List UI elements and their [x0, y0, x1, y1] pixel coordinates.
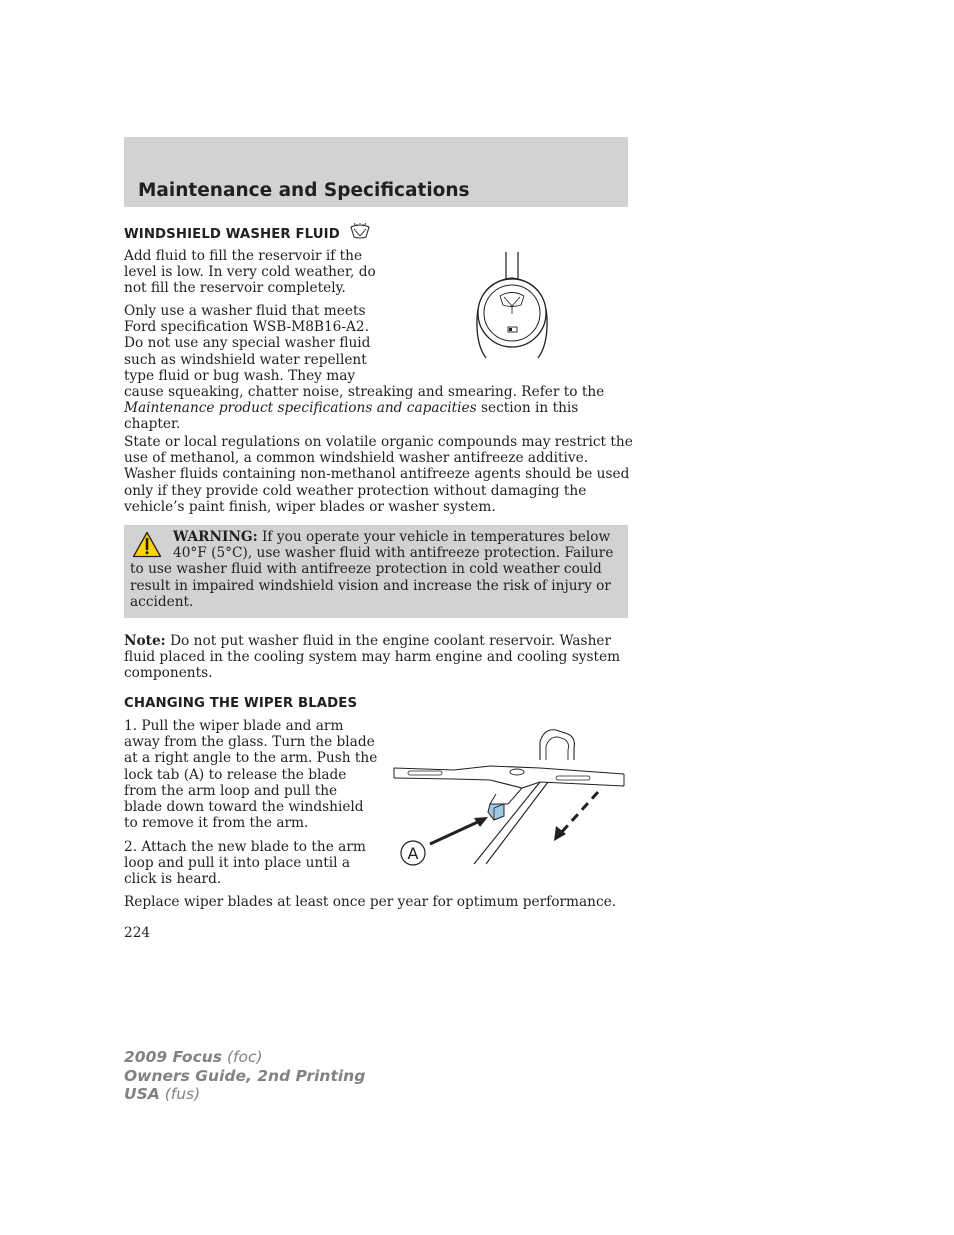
text-line: to remove it from the arm.: [124, 815, 309, 832]
replace-blades-text: Replace wiper blades at least once per year for optimum performance.: [124, 894, 617, 910]
text-line: State or local regulations on volatile organic compounds may restrict the: [124, 434, 633, 450]
warning-label: WARNING:: [173, 529, 258, 545]
note-label: Note:: [124, 633, 166, 649]
footer-model: 2009 Focus: [124, 1048, 223, 1066]
text-line: level is low. In very cold weather, do: [124, 264, 376, 281]
text-line: vehicle’s paint finish, wiper blades or washer system.: [124, 498, 496, 515]
text-line: 1. Pull the wiper blade and arm: [124, 718, 344, 734]
text-line: 40°F (5°C), use washer fluid with antifreeze protection. Failure: [173, 545, 614, 562]
washer-fluid-icon: [349, 223, 371, 241]
text-line: Washer fluids containing non-methanol antifreeze agents should be used: [124, 466, 630, 483]
wiper-step-2: [124, 839, 366, 888]
text-line: Only use a washer fluid that meets: [124, 303, 366, 319]
text-line: If you operate your vehicle in temperatures below: [257, 529, 611, 545]
text-line: section in this: [476, 400, 579, 417]
text-line: type fluid or bug wash. They may: [124, 367, 356, 384]
page-title: Maintenance and Specifications: [138, 180, 470, 201]
text-line: from the arm loop and pull the: [124, 782, 338, 799]
figure-callout-a: A: [407, 844, 419, 863]
text-line: 2. Attach the new blade to the arm: [124, 839, 366, 855]
footer-market: USA: [124, 1085, 160, 1103]
text-line: at a right angle to the arm. Push the: [124, 750, 378, 767]
text-line: Ford specification WSB-M8B16-A2.: [124, 319, 369, 336]
footer-publication-info: [124, 1048, 365, 1104]
text-line: use of methanol, a common windshield washer antifreeze additive.: [124, 450, 589, 467]
text-line: Add fluid to fill the reservoir if the: [124, 248, 363, 264]
washer-fluid-heading: [124, 223, 371, 242]
text-line: result in impaired windshield vision and increase the risk of injury or: [130, 577, 611, 594]
text-line: such as windshield water repellent: [124, 351, 367, 368]
washer-paragraph-1: [124, 248, 376, 297]
cross-reference-title: Maintenance product specifications and capacities: [124, 400, 477, 417]
washer-fluid-heading-text: WINDSHIELD WASHER FLUID: [124, 227, 340, 242]
text-line: fluid placed in the cooling system may harm engine and cooling system: [124, 649, 621, 666]
warning-text: [130, 529, 616, 610]
text-line: click is heard.: [124, 871, 222, 888]
text-line: chapter.: [124, 416, 181, 433]
text-line: only if they provide cold weather protection without damaging the: [124, 482, 587, 499]
wiper-step-1: [124, 718, 377, 831]
text-line: cause squeaking, chatter noise, streaking and smearing. Refer to the: [124, 384, 605, 401]
warning-box: [124, 525, 628, 618]
section-header: [124, 137, 628, 207]
text-line: accident.: [130, 593, 194, 610]
washer-paragraph-3: [124, 434, 633, 515]
wiper-blade-illustration: [390, 724, 628, 874]
text-line: away from the glass. Turn the blade: [124, 734, 375, 751]
washer-reservoir-cap-illustration: [470, 250, 560, 368]
text-line: Do not put washer fluid in the engine coolant reservoir. Washer: [165, 633, 612, 649]
text-line: components.: [124, 665, 213, 682]
footer-model-code: (foc): [226, 1048, 263, 1066]
footer-market-code: (fus): [164, 1085, 201, 1103]
text-line: blade down toward the windshield: [124, 799, 364, 816]
wiper-blades-heading: CHANGING THE WIPER BLADES: [124, 696, 358, 711]
text-line: lock tab (A) to release the blade: [124, 766, 347, 783]
page-number: 224: [124, 925, 151, 941]
text-line: Do not use any special washer fluid: [124, 335, 371, 352]
note-paragraph: [124, 633, 620, 682]
text-line: loop and pull it into place until a: [124, 855, 351, 872]
text-line: to use washer fluid with antifreeze protection in cold weather could: [130, 561, 602, 578]
footer-guide: Owners Guide, 2nd Printing: [124, 1066, 366, 1085]
text-line: not fill the reservoir completely.: [124, 280, 346, 297]
